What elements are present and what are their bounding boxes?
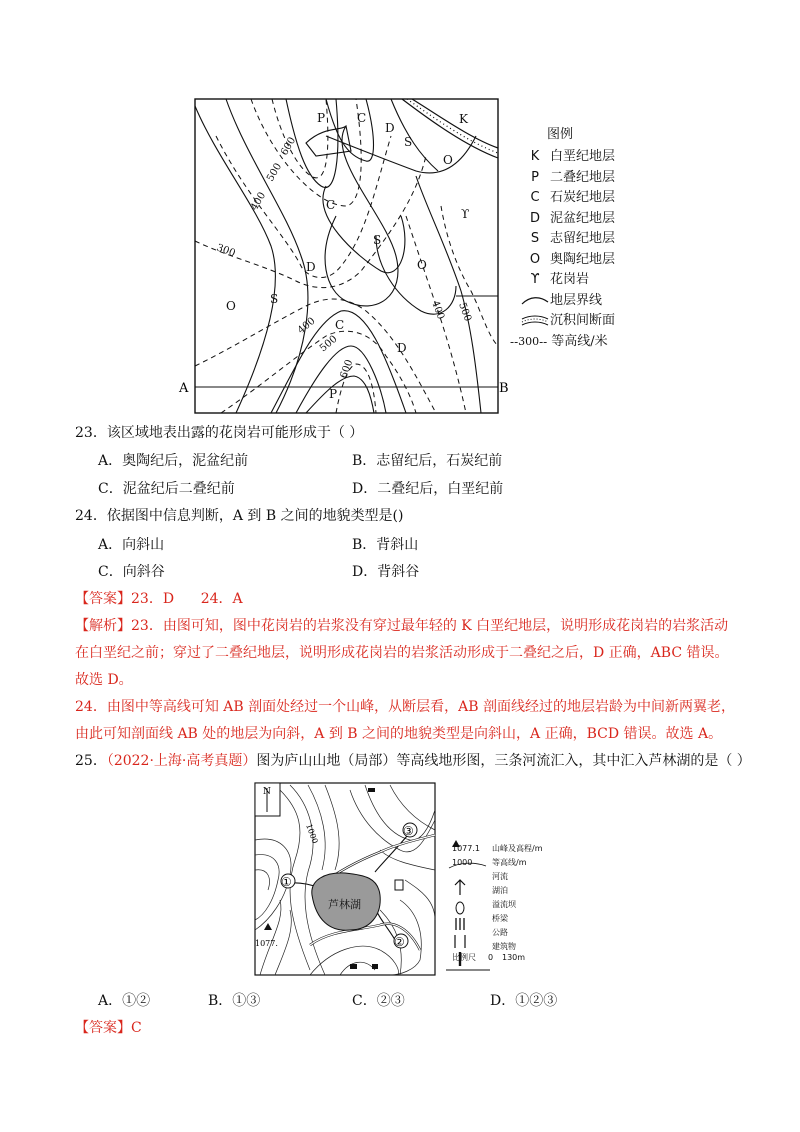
contour-500-top: 500 [265,161,285,184]
contour-300: 300 [214,242,237,260]
q25-option-a[interactable]: A．①② [98,993,151,1009]
contour-400-top: 400 [249,190,269,213]
label-C-low: C [335,318,345,332]
map1-legend [510,125,660,352]
legend-dam: 溢流坝 [492,900,516,909]
q23-option-c[interactable]: C．泥盆纪后二叠纪前 [98,481,235,497]
q23-option-a[interactable]: A．奥陶纪后，泥盆纪前 [98,453,249,469]
scale-value: 130m [502,953,526,962]
label-P-bottom: P [329,387,338,401]
q23-option-b[interactable]: B．志留纪后，石炭纪前 [352,453,503,469]
q25-option-b[interactable]: B．①③ [208,993,261,1009]
legend-item: S 志留纪地层 [530,231,616,246]
contour-500-right: 500 [456,301,474,323]
river-3-label: ③ [403,824,414,838]
legend-building: 建筑物 [492,942,516,951]
legend-contour: - - 300 -- 等高线/米 [510,333,608,349]
legend-boundary-line: 地层界线 [520,291,660,312]
legend-peak-label: 山峰及高程/m [492,844,543,853]
legend-road: 公路 [492,928,508,937]
label-O-right: O [417,258,427,272]
legend-item: P 二叠纪地层 [531,169,616,185]
contour-600-top: 600 [279,135,299,158]
label-S-mid: S [373,233,382,247]
point-B: B [499,381,509,396]
contour-1000-label: 1000 [304,822,320,845]
legend-bridge: 桥梁 [492,914,508,923]
scale-label: 比例尺 [452,953,476,962]
q23-option-d[interactable]: D．二叠纪后，白垩纪前 [352,481,504,497]
analysis-line-4: 24．由图中等高线可知 AB 剖面处经过一个山峰，从断层看，AB 剖面线经过的地层岩龄为中间新两翼老， [75,699,735,715]
analysis-line-3: 故选 D。 [75,672,133,688]
label-O-left: O [226,299,236,313]
analysis-line-1: 【解析】23．由图可知，图中花岗岩的岩浆没有穿过最年轻的 K 白垩纪地层，说明形成花岗岩的岩浆活动 [75,618,729,634]
legend-lake: 湖泊 [492,886,508,895]
contour-400-left: 400 [295,315,318,337]
legend-item: O 奥陶纪地层 [529,251,616,267]
contour-500-low: 500 [317,333,340,355]
legend-item: ϒ 花岗岩 [530,272,590,287]
label-D-low: D [397,341,407,355]
q25-option-c[interactable]: C．②③ [352,993,405,1009]
label-P-top: P [317,111,326,125]
analysis-line-5: 由此可知剖面线 AB 处的地层为向斜，A 到 B 之间的地貌类型是向斜山，A 正确，BCD 错误。故选 A。 [75,726,723,742]
q25-stem-line [75,751,751,771]
legend-item: D 泥盆纪地层 [529,210,616,226]
legend-peak-value: 1077.1 [452,844,480,853]
river-2-label: ② [394,935,405,949]
label-S-top: S [404,135,413,149]
q25-option-d[interactable]: D．①②③ [490,993,558,1009]
lake-label: 芦林湖 [328,898,361,911]
answer-23-24: 【答案】23．D 24．A [75,591,243,607]
label-K: K [459,112,468,126]
legend-item: K 白垩纪地层 [530,149,616,164]
label-D-top: D [385,121,395,135]
point-A: A [179,381,189,396]
label-C-top: C [357,111,367,125]
legend-river: 河流 [492,872,508,881]
legend-contour-label: 等高线/m [492,858,527,867]
analysis-line-2: 在白垩纪之前；穿过了二叠纪地层，说明形成花岗岩的岩浆活动形成于二叠纪之后，D 正确，ABC 错误。 [75,645,729,661]
contour-600-low: 600 [338,358,356,381]
peak-elevation: 1077. [255,939,278,948]
geologic-map [176,96,509,418]
label-O-top: O [443,153,453,167]
q24-option-d[interactable]: D．背斜谷 [352,564,420,580]
answer-25: 【答案】C [75,1020,142,1036]
label-D-mid: D [306,260,316,274]
scale-zero: 0 [488,953,494,962]
q25-number: 25． [75,753,107,769]
map2-legend [452,843,543,963]
contour-400-right: 400 [429,299,447,321]
legend-item: C 石炭纪地层 [530,190,616,205]
label-S-left: S [270,292,279,306]
north-label: N [263,787,271,797]
label-gamma: ϒ [461,207,470,221]
q24-stem: 24．依据图中信息判断，A 到 B 之间的地貌类型是() [75,508,404,524]
q25-source: （2022·上海·高考真题） [106,753,257,769]
q24-option-a[interactable]: A．向斜山 [98,537,165,553]
legend-unconformity: 沉积间断面 [520,311,660,332]
legend-title: 图例 [547,127,574,142]
q23-stem: 23．该区域地表出露的花岗岩可能形成于（ ） [75,425,364,441]
label-C-mid: C [326,198,336,212]
q24-option-b[interactable]: B．背斜山 [352,537,419,553]
q25-stem: 图为庐山山地（局部）等高线地形图，三条河流汇入，其中汇入芦林湖的是（ ） [256,753,751,769]
legend-contour-value: 1000 [452,858,473,867]
q24-option-c[interactable]: C．向斜谷 [98,564,165,580]
river-1-label: ① [281,875,292,889]
